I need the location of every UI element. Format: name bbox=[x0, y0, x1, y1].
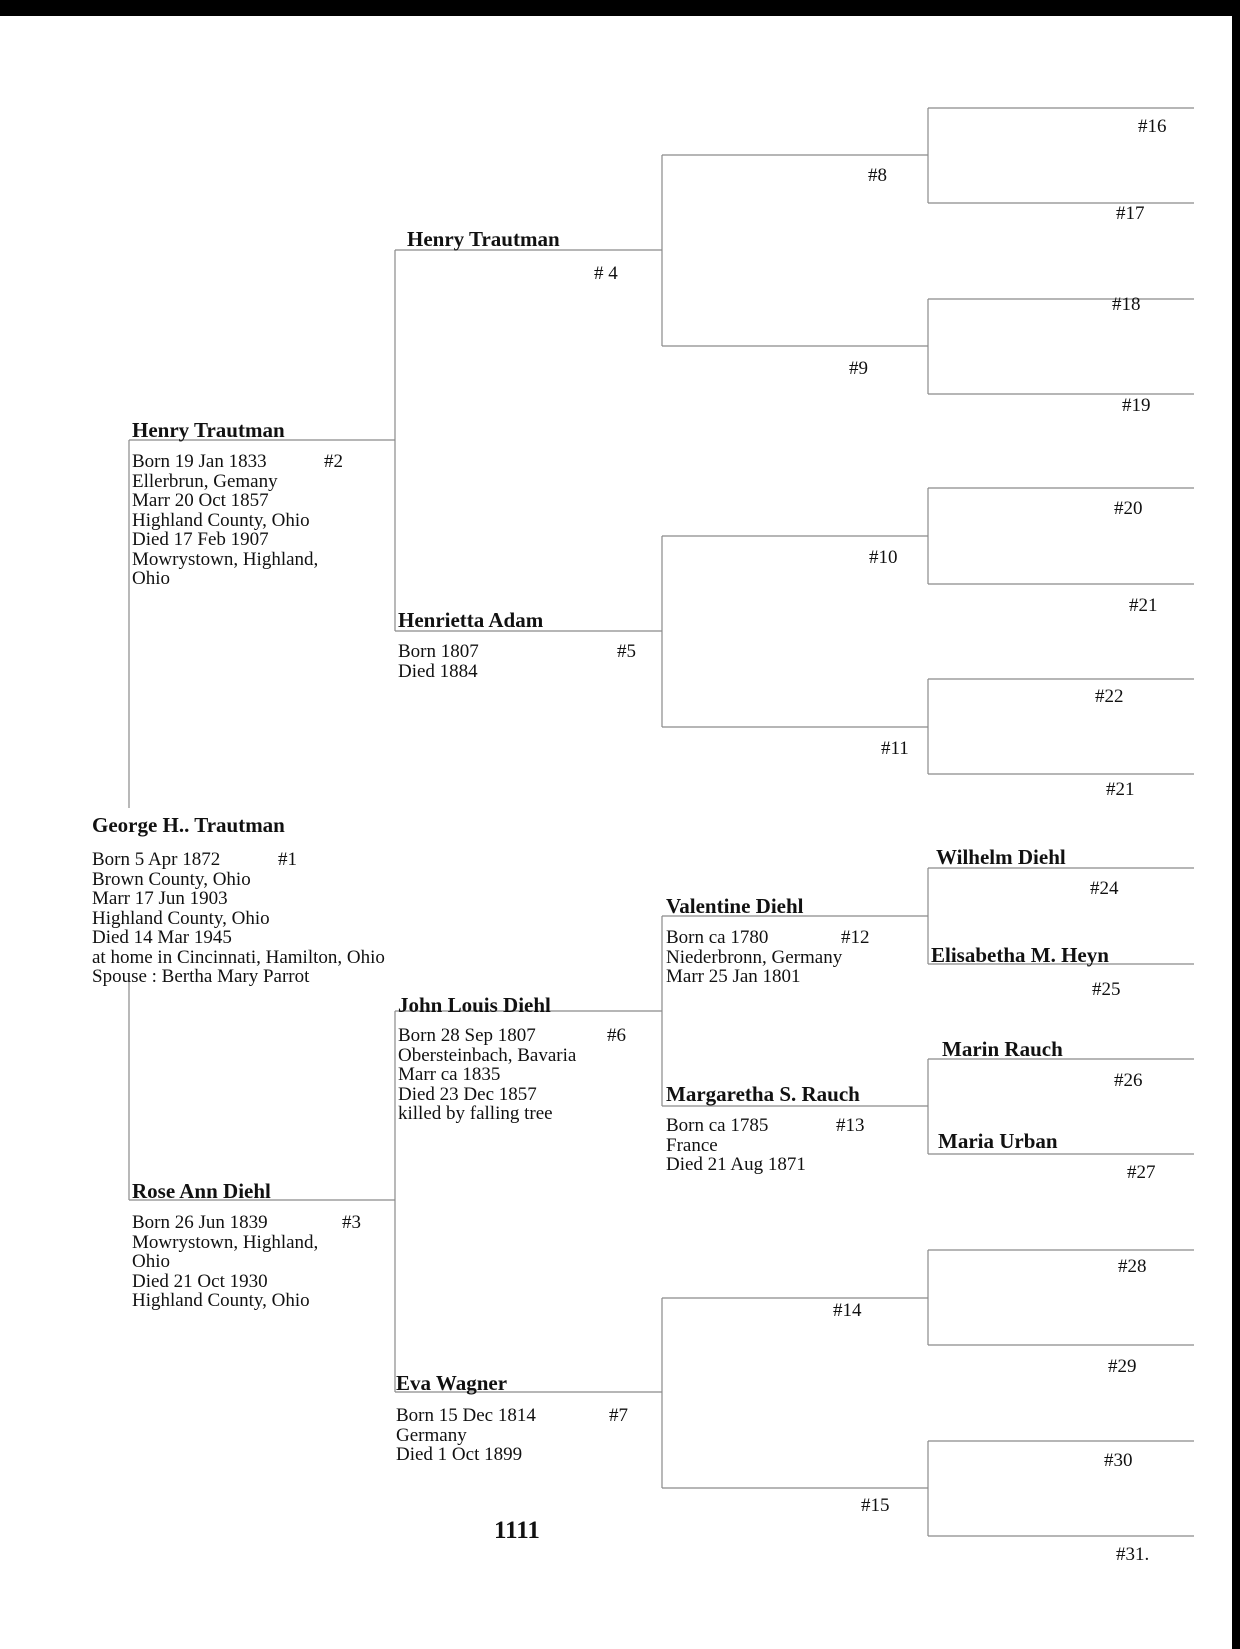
person-13-number: #13 bbox=[836, 1115, 865, 1136]
person-5-detail: Born 1807 bbox=[398, 641, 479, 662]
person-7-detail: Died 1 Oct 1899 bbox=[396, 1444, 523, 1465]
ancestor-number: #18 bbox=[1112, 294, 1141, 315]
ancestor-number: #31. bbox=[1116, 1544, 1150, 1565]
person-6-details bbox=[398, 1026, 576, 1124]
person-7-name: Eva Wagner bbox=[396, 1371, 508, 1395]
person-7-details bbox=[396, 1406, 536, 1465]
person-2-name: Henry Trautman bbox=[132, 418, 285, 442]
person-13-detail: Born ca 1785 bbox=[666, 1115, 769, 1136]
ancestor-number: #30 bbox=[1104, 1450, 1133, 1471]
person-7-detail: Germany bbox=[396, 1424, 467, 1446]
person-1-details bbox=[92, 850, 385, 987]
person-12-detail: Marr 25 Jan 1801 bbox=[666, 966, 801, 987]
ancestor-number: #29 bbox=[1108, 1356, 1137, 1377]
ancestor-number: #15 bbox=[861, 1495, 890, 1516]
person-27-name: Maria Urban bbox=[938, 1129, 1058, 1153]
person-3-detail: Died 21 Oct 1930 bbox=[132, 1270, 268, 1292]
person-1-name: George H.. Trautman bbox=[92, 813, 285, 837]
person-2-detail: Died 17 Feb 1907 bbox=[132, 529, 269, 550]
ancestor-number: #10 bbox=[869, 547, 898, 568]
person-25-name: Elisabetha M. Heyn bbox=[931, 943, 1109, 967]
person-2-detail: Marr 20 Oct 1857 bbox=[132, 490, 269, 511]
person-27-number: #27 bbox=[1127, 1162, 1156, 1183]
ancestor-number: #28 bbox=[1118, 1256, 1147, 1277]
person-1-number: #1 bbox=[278, 849, 297, 870]
person-1-detail: Born 5 Apr 1872 bbox=[92, 849, 221, 870]
person-2-number: #2 bbox=[324, 451, 343, 472]
ancestor-number: #21 bbox=[1106, 779, 1135, 800]
ancestor-number: #14 bbox=[833, 1300, 862, 1321]
person-4-name: Henry Trautman bbox=[407, 227, 560, 251]
person-2-detail: Highland County, Ohio bbox=[132, 509, 310, 531]
page-number: 1111 bbox=[494, 1517, 540, 1544]
ancestor-number: #19 bbox=[1122, 395, 1151, 416]
person-6-name: John Louis Diehl bbox=[398, 993, 551, 1017]
person-6-number: #6 bbox=[607, 1025, 626, 1046]
person-5-details bbox=[398, 642, 479, 681]
ancestor-number: #21 bbox=[1129, 595, 1158, 616]
person-3-name: Rose Ann Diehl bbox=[132, 1179, 271, 1203]
person-6-detail: killed by falling tree bbox=[398, 1103, 553, 1124]
person-1-detail: Died 14 Mar 1945 bbox=[92, 927, 232, 948]
person-1-detail: Brown County, Ohio bbox=[92, 868, 251, 890]
person-3-details bbox=[132, 1213, 318, 1311]
ancestor-number: #17 bbox=[1116, 203, 1145, 224]
person-1-detail: Highland County, Ohio bbox=[92, 907, 270, 929]
person-12-detail: Niederbronn, Germany bbox=[666, 946, 843, 968]
person-5-detail: Died 1884 bbox=[398, 660, 478, 682]
ancestor-number: #8 bbox=[868, 165, 887, 186]
ancestor-number: #16 bbox=[1138, 116, 1167, 137]
person-26-number: #26 bbox=[1114, 1070, 1143, 1091]
person-3-number: #3 bbox=[342, 1212, 361, 1233]
person-13-name: Margaretha S. Rauch bbox=[666, 1082, 860, 1106]
person-24-number: #24 bbox=[1090, 878, 1119, 899]
person-1-detail: Spouse : Bertha Mary Parrot bbox=[92, 966, 310, 987]
person-3-detail: Born 26 Jun 1839 bbox=[132, 1212, 268, 1233]
person-12-name: Valentine Diehl bbox=[666, 894, 804, 918]
person-26-name: Marin Rauch bbox=[942, 1037, 1063, 1061]
ancestor-number: #22 bbox=[1095, 686, 1124, 707]
person-13-details bbox=[666, 1116, 806, 1175]
person-6-detail: Died 23 Dec 1857 bbox=[398, 1083, 537, 1105]
person-2-details bbox=[132, 452, 318, 589]
person-5-number: #5 bbox=[617, 641, 636, 662]
person-4-number: # 4 bbox=[594, 263, 618, 284]
person-7-number: #7 bbox=[609, 1405, 628, 1426]
person-2-detail: Born 19 Jan 1833 bbox=[132, 451, 267, 472]
person-1-detail: at home in Cincinnati, Hamilton, Ohio bbox=[92, 946, 385, 968]
person-3-detail: Mowrystown, Highland, bbox=[132, 1231, 319, 1253]
person-2-detail: Ohio bbox=[132, 568, 170, 589]
person-6-detail: Born 28 Sep 1807 bbox=[398, 1025, 536, 1046]
ancestor-number: #9 bbox=[849, 358, 868, 379]
person-25-number: #25 bbox=[1092, 979, 1121, 1000]
person-1-detail: Marr 17 Jun 1903 bbox=[92, 888, 228, 909]
person-3-detail: Ohio bbox=[132, 1251, 170, 1272]
person-3-detail: Highland County, Ohio bbox=[132, 1290, 310, 1311]
person-6-detail: Obersteinbach, Bavaria bbox=[398, 1044, 577, 1066]
person-12-details bbox=[666, 928, 842, 987]
person-6-detail: Marr ca 1835 bbox=[398, 1064, 501, 1085]
person-13-detail: France bbox=[666, 1134, 718, 1156]
person-12-number: #12 bbox=[841, 927, 870, 948]
person-7-detail: Born 15 Dec 1814 bbox=[396, 1405, 536, 1426]
ancestor-number: #20 bbox=[1114, 498, 1143, 519]
ancestor-number: #11 bbox=[881, 738, 909, 759]
person-2-detail: Mowrystown, Highland, bbox=[132, 548, 319, 570]
person-24-name: Wilhelm Diehl bbox=[936, 845, 1066, 869]
person-5-name: Henrietta Adam bbox=[398, 608, 544, 632]
person-12-detail: Born ca 1780 bbox=[666, 927, 769, 948]
person-2-detail: Ellerbrun, Gemany bbox=[132, 470, 278, 492]
person-13-detail: Died 21 Aug 1871 bbox=[666, 1154, 806, 1175]
